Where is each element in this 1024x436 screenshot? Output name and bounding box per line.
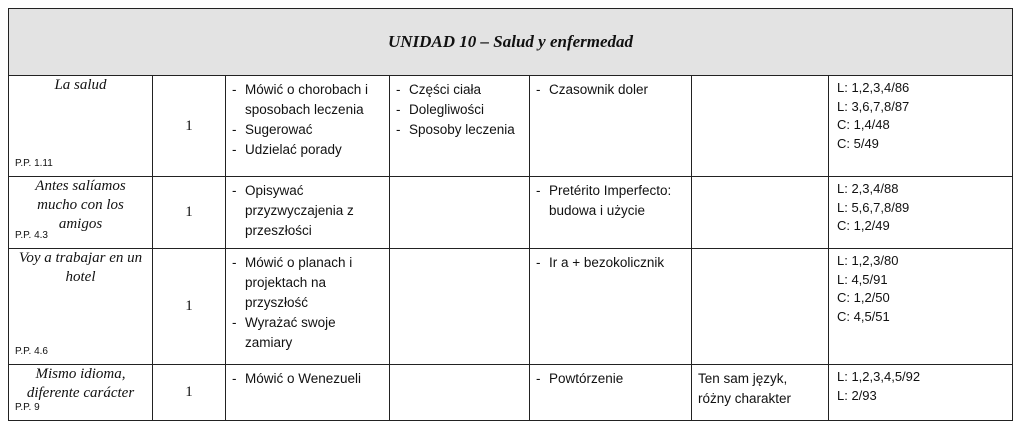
hours-cell: 1 xyxy=(153,365,226,421)
skills-cell xyxy=(226,365,390,421)
grammar-item: - Pretérito Imperfecto: budowa i użycie xyxy=(536,181,685,221)
hours-cell: 1 xyxy=(153,249,226,365)
topic-title: Antes salíamos mucho con los amigos xyxy=(35,178,126,232)
topic-cell xyxy=(9,249,153,365)
exercise-reference: L: 5,6,7,8/89 xyxy=(837,199,910,215)
topic-cell xyxy=(9,365,153,421)
lesson-row xyxy=(9,76,1013,177)
notes-cell xyxy=(692,177,829,249)
vocabulary-cell xyxy=(390,249,530,365)
grammar-item-list xyxy=(530,76,691,103)
topic-title: Voy a trabajar en un hotel xyxy=(18,250,143,285)
exercise-reference: L: 2,3,4/88 xyxy=(837,181,899,196)
exercise-reference: L: 2/93 xyxy=(837,387,877,403)
skills-cell xyxy=(226,177,390,249)
exercise-reference: L: 1,2,3,4/86 xyxy=(837,80,910,95)
grammar-cell xyxy=(530,76,692,177)
grammar-item: - Ir a + bezokolicznik xyxy=(536,253,685,273)
skill-item-list xyxy=(226,76,389,163)
lesson-row xyxy=(9,177,1013,249)
grammar-cell xyxy=(530,365,692,421)
exercise-reference: L: 1,2,3/80 xyxy=(837,253,899,268)
grammar-item: - Czasownik doler xyxy=(536,80,685,100)
skill-item: - Sugerować xyxy=(232,120,383,140)
exercise-reference: L: 4,5/91 xyxy=(837,271,888,287)
syllabus-table xyxy=(8,8,1013,421)
topic-title: Mismo idioma, diferente carácter xyxy=(26,366,135,401)
topic-cell xyxy=(9,76,153,177)
grammar-item-list xyxy=(530,177,691,224)
skill-item: - Opisywać przyzwyczajenia z przeszłości xyxy=(232,181,383,241)
notes-text xyxy=(692,249,828,257)
skill-item-list xyxy=(226,249,389,356)
lesson-row xyxy=(9,365,1013,421)
exercise-reference: C: 1,4/48 xyxy=(837,117,890,132)
grammar-cell xyxy=(530,177,692,249)
unit-title: UNIDAD 10 – Salud y enfermedad xyxy=(9,9,1013,76)
exercise-reference: L: 1,2,3,4,5/92 xyxy=(837,369,921,384)
references-cell xyxy=(829,249,1013,365)
skills-cell xyxy=(226,76,390,177)
exercise-reference: L: 3,6,7,8/87 xyxy=(837,98,910,114)
syllabus-document xyxy=(8,8,1013,421)
vocab-item-list xyxy=(390,76,529,143)
skill-item-list xyxy=(226,365,389,392)
references-cell xyxy=(829,76,1013,177)
vocab-item: - Części ciała xyxy=(396,80,523,100)
curriculum-code: P.P. 1.11 xyxy=(15,158,53,169)
skill-item: - Udzielać porady xyxy=(232,140,383,160)
unit-header-row xyxy=(9,9,1013,76)
notes-cell xyxy=(692,249,829,365)
notes-cell xyxy=(692,76,829,177)
skills-cell xyxy=(226,249,390,365)
skill-item: - Mówić o chorobach i sposobach leczenia xyxy=(232,80,383,120)
exercise-reference: C: 5/49 xyxy=(837,135,879,151)
topic-cell xyxy=(9,177,153,249)
skill-item: - Mówić o Wenezueli xyxy=(232,369,383,389)
skill-item: - Mówić o planach i projektach na przyszłość xyxy=(232,253,383,313)
vocab-item: - Dolegliwości xyxy=(396,100,523,120)
notes-text xyxy=(692,76,828,84)
grammar-item: - Powtórzenie xyxy=(536,369,685,389)
curriculum-code: P.P. 4.3 xyxy=(15,230,48,241)
vocab-item: - Sposoby leczenia xyxy=(396,120,523,140)
skill-item: - Wyrażać swoje zamiary xyxy=(232,313,383,353)
exercise-reference: C: 1,2/49 xyxy=(837,218,890,233)
grammar-item-list xyxy=(530,365,691,392)
hours-cell: 1 xyxy=(153,177,226,249)
skill-item-list xyxy=(226,177,389,244)
references-cell xyxy=(829,365,1013,421)
notes-text xyxy=(692,177,828,185)
vocabulary-cell xyxy=(390,177,530,249)
curriculum-code: P.P. 9 xyxy=(15,402,40,413)
notes-cell xyxy=(692,365,829,421)
exercise-reference: C: 1,2/50 xyxy=(837,290,890,305)
vocabulary-cell xyxy=(390,365,530,421)
notes-text: Ten sam język, różny charakter xyxy=(698,371,792,406)
vocabulary-cell xyxy=(390,76,530,177)
curriculum-code: P.P. 4.6 xyxy=(15,346,48,357)
hours-cell: 1 xyxy=(153,76,226,177)
exercise-reference: C: 4,5/51 xyxy=(837,308,890,324)
grammar-item-list xyxy=(530,249,691,276)
lesson-row xyxy=(9,249,1013,365)
references-cell xyxy=(829,177,1013,249)
topic-title: La salud xyxy=(54,77,107,93)
grammar-cell xyxy=(530,249,692,365)
